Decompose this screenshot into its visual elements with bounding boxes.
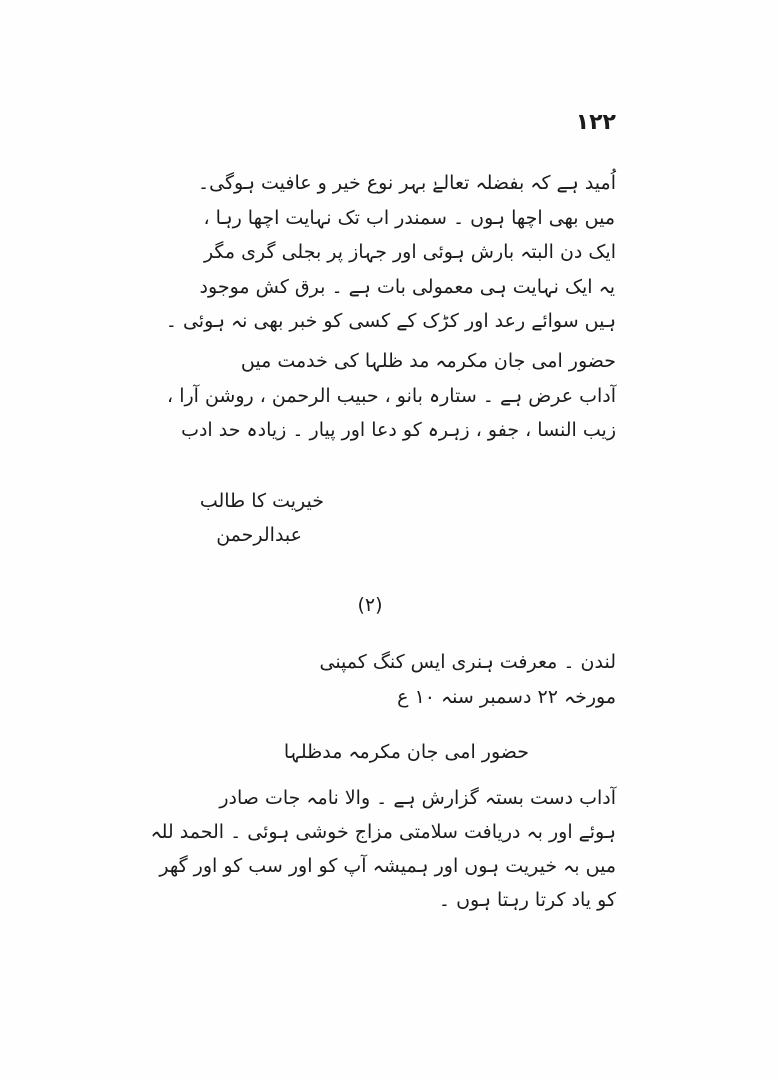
text-line: آداب دست بستہ گزارش ہے ۔ والا نامہ جات صادر <box>219 787 616 809</box>
text-line: ایک دن البتہ بارش ہوئی اور جہاز پر بجلی گری مگر <box>203 241 616 263</box>
text-line: ہیں سوائے رعد اور کڑک کے کسی کو خبر بھی نہ ہوئی ۔ <box>165 310 616 332</box>
text-line: زیب النسا ، جفو ، زہرہ کو دعا اور پیار ۔ زیادہ حد ادب <box>181 419 616 441</box>
text-line: حضور امی جان مکرمہ مد ظلہا کی خدمت میں <box>240 350 616 372</box>
salutation: حضور امی جان مکرمہ مدظلہا <box>283 741 529 763</box>
closing-line: خیریت کا طالب <box>199 490 324 512</box>
text-line: آداب عرض ہے ۔ ستارہ بانو ، حبیب الرحمن ، روشن آرا ، <box>167 385 616 407</box>
letter-number-heading: (۲) <box>357 594 383 616</box>
place-line: لندن ۔ معرفت ہنری ایس کنگ کمپنی <box>319 651 616 673</box>
text-line: یہ ایک نہایت ہی معمولی بات ہے ۔ برق کش موجود <box>199 276 615 298</box>
page-number: ١٢٢ <box>575 110 616 135</box>
text-line: کو یاد کرتا رہتا ہوں ۔ <box>438 889 616 911</box>
date-line: مورخہ ۲۲ دسمبر سنہ ۱۰ ع <box>397 686 616 708</box>
text-line: اُمید ہے کہ بفضلہ تعالےٰ بہر نوع خیر و عافیت ہوگی۔ <box>197 172 616 194</box>
text-line: میں بھی اچھا ہوں ۔ سمندر اب تک نہایت اچھا رہا ، <box>203 207 615 229</box>
text-line: میں بہ خیریت ہوں اور ہمیشہ آپ کو اور سب کو اور گھر <box>159 855 616 877</box>
signature: عبدالرحمن <box>216 524 302 546</box>
text-line: ہوئے اور بہ دریافت سلامتی مزاج خوشی ہوئی ۔ الحمد للہ <box>150 821 616 843</box>
